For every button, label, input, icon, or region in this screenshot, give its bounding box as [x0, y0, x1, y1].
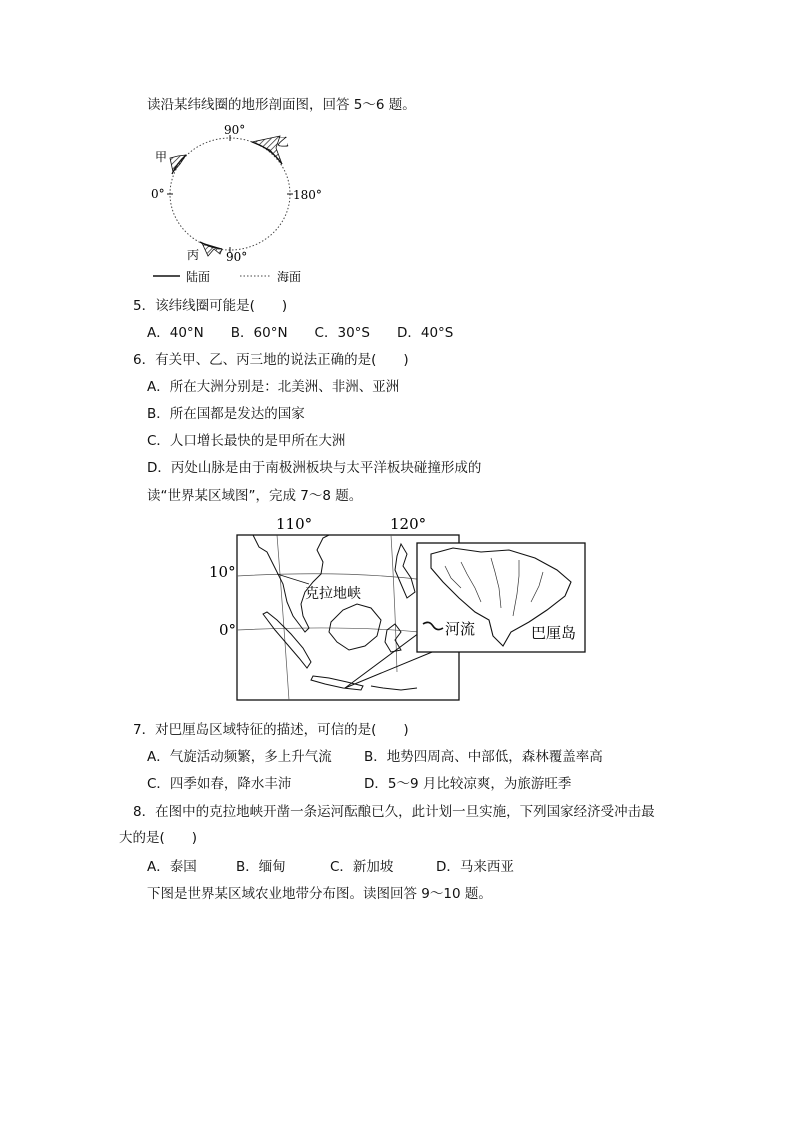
region-map [205, 512, 595, 707]
q8-stem-line1: 8．在图中的克拉地峡开凿一条运河酝酿已久，此计划一旦实施，下列国家经济受冲击最 [133, 804, 655, 820]
latitude-profile-figure [140, 122, 340, 290]
q5-options: A．40°N B．60°N C．30°S D．40°S [147, 325, 454, 341]
label-0-lat: 0° [219, 621, 237, 639]
intro-7-8: 读“世界某区域图”，完成 7～8 题。 [147, 488, 363, 504]
intro-5-6: 读沿某纬线圈的地形剖面图，回答 5～6 题。 [147, 97, 416, 113]
legend-sea-label: 海面 [277, 270, 302, 284]
q8-option-c: C．新加坡 [330, 859, 394, 875]
label-10: 10° [209, 563, 236, 581]
intro-9-10: 下图是世界某区域农业地带分布图。读图回答 9～10 题。 [147, 886, 492, 902]
label-bali: 巴厘岛 [531, 624, 577, 642]
q7-option-a: A．气旋活动频繁，多上升气流 [147, 749, 332, 765]
q6-option-b: B．所在国都是发达的国家 [147, 406, 305, 422]
label-yi: 乙 [277, 135, 290, 149]
label-bing: 丙 [187, 248, 200, 262]
region-map-figure [205, 512, 595, 707]
latitude-profile-diagram [140, 122, 340, 290]
q8-stem-line2: 大的是( ) [119, 830, 198, 846]
q6-option-c: C．人口增长最快的是甲所在大洲 [147, 433, 346, 449]
sea-surface-circle [170, 138, 290, 250]
q6-stem: 6．有关甲、乙、丙三地的说法正确的是( ) [133, 352, 409, 368]
q7-stem: 7．对巴厘岛区域特征的描述，可信的是( ) [133, 722, 409, 738]
q7-option-c: C．四季如春，降水丰沛 [147, 776, 292, 792]
label-120: 120° [390, 515, 427, 533]
label-jia: 甲 [155, 150, 168, 164]
q7-option-b: B．地势四周高、中部低，森林覆盖率高 [364, 749, 603, 765]
q6-option-d: D．丙处山脉是由于南极洲板块与太平洋板块碰撞形成的 [147, 460, 482, 476]
q6-option-a: A．所在大洲分别是：北美洲、非洲、亚洲 [147, 379, 400, 395]
label-0: 0° [151, 187, 165, 201]
label-180: 180° [293, 188, 322, 202]
label-110: 110° [276, 515, 313, 533]
label-90-bottom: 90° [226, 250, 248, 264]
terrain-bing [202, 243, 222, 256]
label-kra-isthmus: 克拉地峡 [305, 586, 361, 602]
label-90-top: 90° [224, 123, 246, 137]
q5-stem: 5．该纬线圈可能是( ) [133, 298, 288, 314]
legend-land-label: 陆面 [186, 270, 211, 284]
label-river: 河流 [445, 620, 476, 638]
q8-option-d: D．马来西亚 [436, 859, 514, 875]
q8-option-b: B．缅甸 [236, 859, 286, 875]
q7-option-d: D．5～9 月比较凉爽，为旅游旺季 [364, 776, 572, 792]
q8-option-a: A．泰国 [147, 859, 197, 875]
terrain-jia [170, 155, 186, 172]
